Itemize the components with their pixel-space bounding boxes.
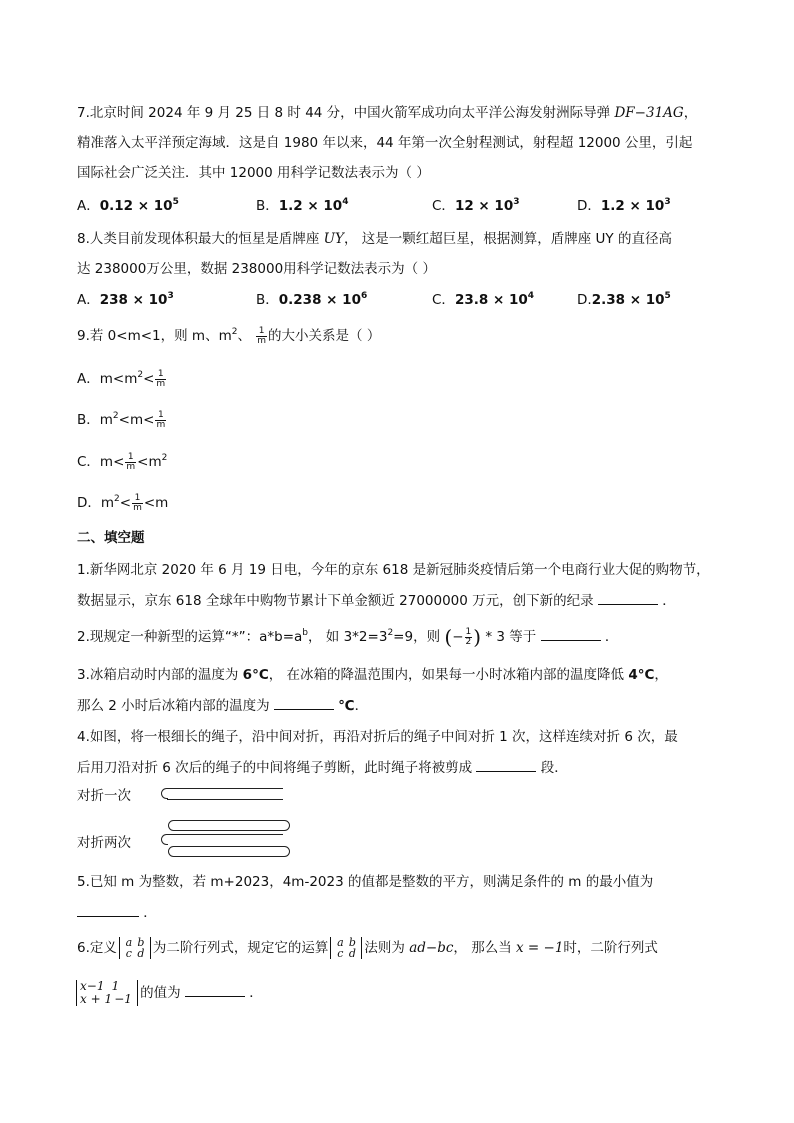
option-exponent: 6 bbox=[360, 290, 368, 301]
f3-temp1: 6°C bbox=[242, 667, 269, 683]
q8-option-a bbox=[77, 290, 174, 310]
frac-denominator: m bbox=[257, 335, 267, 346]
det-cell: d bbox=[137, 947, 145, 960]
f3-line2 bbox=[77, 696, 368, 716]
f6-text: 6.定义 bbox=[77, 940, 117, 956]
det-cell: c bbox=[125, 947, 132, 960]
q7-punct: ， bbox=[683, 105, 698, 121]
frac-numerator: 1 bbox=[155, 411, 166, 421]
q7-option-a bbox=[77, 196, 179, 216]
f4-line1: 4.如图，将一根细长的绳子，沿中间对折，再沿对折后的绳子中间对折 1 次，这样连续对折 6 次，最 bbox=[77, 729, 678, 745]
fraction bbox=[155, 370, 166, 389]
det-cell: a bbox=[125, 936, 133, 949]
frac-numerator: 1 bbox=[465, 626, 472, 637]
f4-text: 后用刀沿对折 6 次后的绳子的中间将绳子剪断，此时绳子将被剪成 bbox=[77, 760, 473, 776]
q9-text-c: 的大小关系是（ ） bbox=[268, 328, 381, 344]
det-cell: c bbox=[337, 947, 344, 960]
answer-blank[interactable] bbox=[476, 759, 536, 772]
q8-line1 bbox=[77, 229, 672, 249]
option-exponent: 3 bbox=[167, 290, 174, 301]
f2-text-d: =9，则 bbox=[393, 629, 445, 645]
frac-denominator: m bbox=[133, 502, 142, 513]
f1-end: ． bbox=[662, 593, 676, 609]
f6-line2 bbox=[74, 980, 263, 1006]
f6-end: ． bbox=[249, 985, 263, 1001]
option-text-b: <m< bbox=[118, 412, 155, 428]
option-text-b: <m bbox=[137, 454, 162, 470]
f2-text-e: * 3 等于 bbox=[481, 629, 537, 645]
f6-text-b: 为二阶行列式，规定它的运算 bbox=[152, 940, 329, 956]
rope-fold-once-bottom bbox=[167, 799, 283, 800]
f1-text: 数据显示，京东 618 全球年中购物节累计下单金额近 27000000 万元，创下新的纪录 bbox=[77, 593, 594, 609]
det-cell: a bbox=[337, 936, 344, 949]
fraction bbox=[132, 494, 143, 513]
option-value: 0.12 × 10 bbox=[99, 198, 173, 214]
det-cell: b bbox=[137, 936, 145, 949]
frac-numerator: 1 bbox=[155, 370, 166, 380]
f2-text: 2.现规定一种新型的运算“*”：a*b=a bbox=[77, 629, 303, 645]
rope-fold-two-lower bbox=[168, 846, 290, 857]
q7-missile: DF−31AG bbox=[614, 105, 684, 121]
f5-line1: 5.已知 m 为整数，若 m+2023，4m-2023 的值都是整数的平方，则满足条件的 m 的最小值为 bbox=[77, 874, 654, 890]
option-exponent: 3 bbox=[513, 196, 520, 207]
q7-option-d bbox=[577, 196, 671, 216]
option-label: B． bbox=[256, 292, 279, 308]
f4-line2 bbox=[77, 758, 568, 778]
q9-option-d bbox=[77, 493, 168, 513]
option-text-c: <m bbox=[143, 495, 169, 511]
q7-line1 bbox=[77, 103, 697, 123]
option-label: C． bbox=[432, 198, 455, 214]
option-label: D. bbox=[577, 292, 592, 308]
q8-option-b bbox=[256, 290, 367, 310]
frac-numerator: 1 bbox=[256, 327, 267, 337]
q9-square: 2 bbox=[231, 326, 238, 337]
frac-numerator: 1 bbox=[132, 494, 143, 504]
f3-text-2: 那么 2 小时后冰箱内部的温度为 bbox=[77, 698, 270, 714]
determinant-abcd-2 bbox=[330, 937, 362, 959]
f2-text-c: ， 如 3*2=3 bbox=[308, 629, 388, 645]
square: 2 bbox=[112, 410, 119, 421]
option-value: 0.238 × 10 bbox=[278, 292, 361, 308]
fraction bbox=[155, 411, 166, 430]
f4-end: 段． bbox=[540, 760, 568, 776]
option-text: A．m<m bbox=[77, 371, 138, 387]
rope-fold-once-end bbox=[161, 788, 168, 799]
fold-twice-label: 对折两次 bbox=[77, 835, 131, 851]
left-paren: ( bbox=[444, 625, 453, 649]
determinant-abcd bbox=[119, 937, 151, 959]
option-label: A． bbox=[77, 198, 100, 214]
q8-text: 8.人类目前发现体积最大的恒星是盾牌座 bbox=[77, 231, 324, 247]
rope-fold-two-end bbox=[161, 834, 168, 845]
f3-line1 bbox=[77, 665, 668, 685]
frac-denominator: 2 bbox=[465, 636, 472, 647]
f3-text: 3.冰箱启动时内部的温度为 bbox=[77, 667, 243, 683]
f6-rule: ad−bc bbox=[409, 940, 454, 956]
option-text-b: < bbox=[143, 371, 155, 387]
f6-condition: x = −1 bbox=[516, 940, 564, 956]
q7-option-c bbox=[432, 196, 520, 216]
answer-blank[interactable] bbox=[541, 628, 601, 641]
q7-text: 7.北京时间 2024 年 9 月 25 日 8 时 44 分，中国火箭军成功向太平洋公海发射洲际导弹 bbox=[77, 105, 615, 121]
f2-sup: b bbox=[302, 627, 309, 638]
answer-blank[interactable] bbox=[77, 904, 139, 917]
option-exponent: 5 bbox=[172, 196, 179, 207]
option-value: 238 × 10 bbox=[99, 292, 168, 308]
q7-option-b bbox=[256, 196, 348, 216]
option-label: B． bbox=[256, 198, 279, 214]
det-cell: b bbox=[348, 936, 356, 949]
f5-end: ． bbox=[143, 905, 157, 921]
f6-text-c: 法则为 bbox=[364, 940, 410, 956]
option-text-b: < bbox=[119, 495, 132, 511]
option-value: 2.38 × 10 bbox=[591, 292, 665, 308]
option-value: 1.2 × 10 bbox=[278, 198, 343, 214]
q9-option-a bbox=[77, 369, 167, 389]
answer-blank[interactable] bbox=[185, 984, 245, 997]
option-text: C．m< bbox=[77, 454, 125, 470]
q9-text: 9.若 0<m<1，则 m、m bbox=[77, 328, 232, 344]
option-text: B．m bbox=[77, 412, 113, 428]
f6-text-f: 的值为 bbox=[140, 985, 181, 1001]
frac-numerator: 1 bbox=[125, 453, 136, 463]
fold-once-label: 对折一次 bbox=[77, 788, 131, 804]
q9-option-b bbox=[77, 410, 167, 430]
option-exponent: 5 bbox=[664, 290, 671, 301]
option-value: 23.8 × 10 bbox=[454, 292, 528, 308]
q7-line2: 精准落入太平洋预定海域．这是自 1980 年以来，44 年第一次全射程测试，射程超 12000 公里，引起 bbox=[77, 135, 693, 151]
q7-line3: 国际社会广泛关注．其中 12000 用科学记数法表示为（ ） bbox=[77, 165, 430, 181]
option-value: 1.2 × 10 bbox=[600, 198, 665, 214]
option-exponent: 4 bbox=[342, 196, 349, 207]
f3-text-c: ， bbox=[654, 667, 668, 683]
option-label: D． bbox=[577, 198, 601, 214]
f2-line bbox=[77, 627, 618, 647]
f2-sup-c: 2 bbox=[387, 627, 394, 638]
option-exponent: 3 bbox=[664, 196, 671, 207]
f6-text-e: 时，二阶行列式 bbox=[563, 940, 658, 956]
q8-option-c bbox=[432, 290, 534, 310]
rope-fold-two-mid bbox=[167, 834, 283, 835]
frac-denominator: m bbox=[156, 378, 166, 389]
q8-option-d bbox=[577, 290, 671, 310]
det-cell: −1 bbox=[114, 992, 132, 1006]
rope-fold-once-top bbox=[167, 788, 283, 789]
square: 2 bbox=[137, 369, 144, 380]
determinant-x bbox=[76, 980, 138, 1006]
square: 2 bbox=[161, 452, 168, 463]
section-title: 二、填空题 bbox=[77, 530, 145, 546]
option-label: A． bbox=[77, 292, 100, 308]
f3-end: ． bbox=[354, 698, 369, 714]
frac-denominator: m bbox=[126, 461, 136, 472]
f3-unit: ℃ bbox=[338, 698, 355, 714]
q8-line2: 达 238000万公里，数据 238000用科学记数法表示为（ ） bbox=[77, 261, 436, 277]
option-value: 12 × 10 bbox=[454, 198, 514, 214]
fraction bbox=[465, 628, 473, 647]
f1-line1: 1.新华网北京 2020 年 6 月 19 日电，今年的京东 618 是新冠肺炎疫情后第一个电商行业大促的购物节， bbox=[77, 562, 710, 578]
q9-fraction bbox=[256, 327, 267, 346]
q8-text-b: ， 这是一颗红超巨星，根据测算，盾牌座 UY 的直径高 bbox=[343, 231, 672, 247]
det-cell: x + 1 bbox=[80, 992, 113, 1006]
det-cell: x−1 bbox=[80, 979, 105, 993]
q9-stem bbox=[77, 326, 380, 346]
frac-denominator: m bbox=[156, 419, 166, 430]
det-cell: 1 bbox=[111, 979, 120, 993]
minus-sign: − bbox=[452, 629, 464, 645]
f3-text-b: ， 在冰箱的降温范围内，如果每一小时冰箱内部的温度降低 bbox=[268, 667, 629, 683]
answer-blank[interactable] bbox=[598, 592, 658, 605]
fraction bbox=[125, 453, 136, 472]
f2-end: ． bbox=[604, 629, 619, 645]
f5-line2 bbox=[77, 903, 157, 923]
f1-line2 bbox=[77, 591, 676, 611]
f3-temp2: 4°C bbox=[628, 667, 655, 683]
f6-line1 bbox=[77, 937, 658, 959]
q9-option-c bbox=[77, 452, 167, 472]
det-cell: d bbox=[348, 947, 356, 960]
f6-text-d: ， 那么当 bbox=[453, 940, 516, 956]
rope-fold-two-upper bbox=[168, 820, 290, 831]
option-text: D．m bbox=[77, 495, 115, 511]
option-exponent: 4 bbox=[527, 290, 535, 301]
right-paren: ) bbox=[473, 625, 482, 649]
q9-sep: 、 bbox=[237, 328, 251, 344]
option-label: C． bbox=[432, 292, 455, 308]
square: 2 bbox=[114, 493, 120, 504]
answer-blank[interactable] bbox=[274, 697, 334, 710]
q8-star-name: UY bbox=[323, 231, 344, 247]
